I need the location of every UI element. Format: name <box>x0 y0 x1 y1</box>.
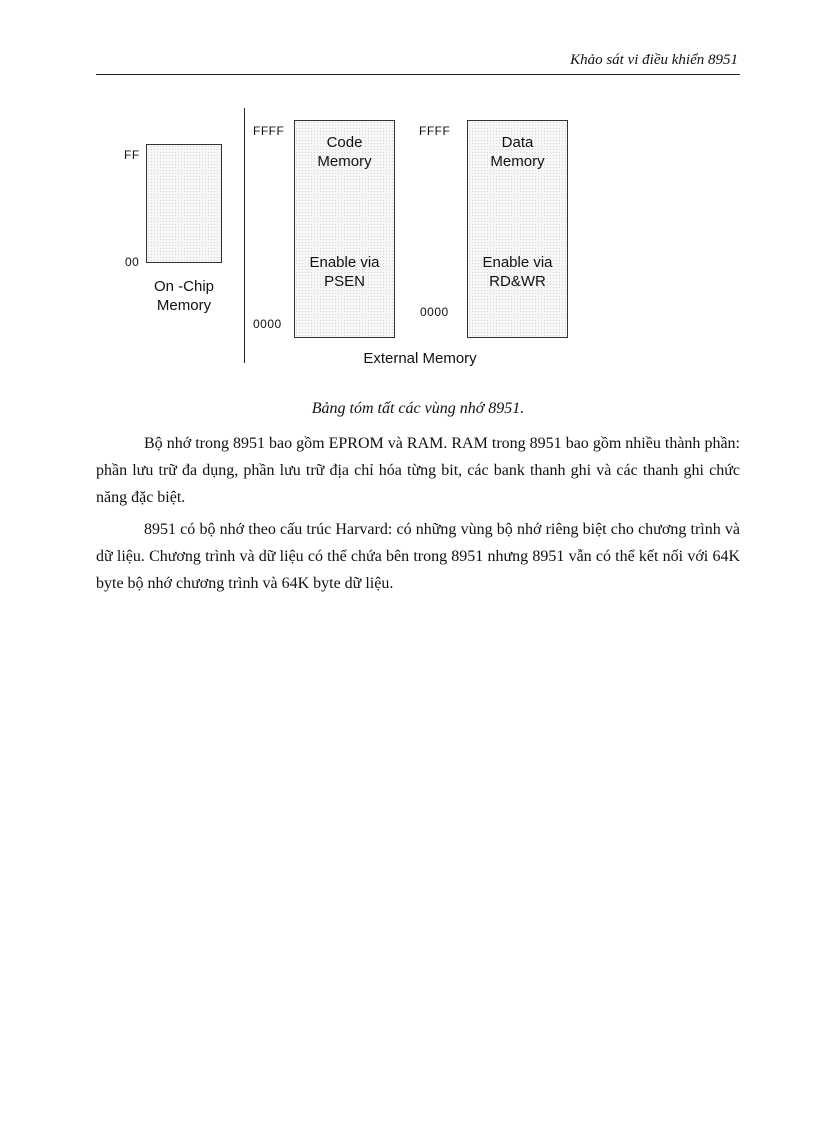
memory-map-diagram <box>0 0 816 400</box>
onchip-memory-label <box>134 277 234 315</box>
data-title-line1: Data <box>501 134 534 151</box>
external-memory-label: External Memory <box>363 350 477 367</box>
figure-caption: Bảng tóm tất các vùng nhớ 8951. <box>311 400 525 417</box>
divider-line <box>244 108 245 363</box>
onchip-memory-block <box>146 144 222 263</box>
paragraph-1: Bộ nhớ trong 8951 bao gồm EPROM và RAM. RAM trong 8951 bao gồm nhiều thành phần: phần lưu trữ đa dụng, phần lưu trữ địa chỉ hóa từng bit, các bank thanh ghi và các thanh ghi chức năng đặc biệt. <box>96 435 740 506</box>
onchip-label-line1: On -Chip <box>153 278 215 295</box>
header-title: Khảo sát vi điều khiển 8951 <box>570 52 738 68</box>
data-memory-title <box>467 133 568 171</box>
code-title-line2: Memory <box>317 153 372 170</box>
code-title-line1: Code <box>326 134 363 151</box>
code-enable-line1: Enable via <box>309 254 380 271</box>
data-title-line2: Memory <box>490 153 545 170</box>
onchip-label-line2: Memory <box>156 297 212 314</box>
onchip-bottom-address: 00 <box>125 255 140 269</box>
data-top-address: FFFF <box>419 124 451 138</box>
code-memory-title <box>294 133 395 171</box>
paragraph-2: 8951 có bộ nhớ theo cấu trúc Harvard: có những vùng bộ nhớ riêng biệt cho chương trình và dữ liệu. Chương trình và dữ liệu có thể chứa bên trong 8951 nhưng 8951 vẫn có thể kết nối với 64K byte bộ nhớ chương trình và 64K byte dữ liệu. <box>96 521 740 592</box>
data-enable-line1: Enable via <box>482 254 553 271</box>
code-enable-label <box>290 253 399 291</box>
code-enable-line2: PSEN <box>324 273 365 290</box>
data-enable-label <box>463 253 572 291</box>
onchip-top-address: FF <box>124 148 140 162</box>
code-bottom-address: 0000 <box>253 317 282 331</box>
data-enable-line2: RD&WR <box>489 273 546 290</box>
code-top-address: FFFF <box>253 124 285 138</box>
data-bottom-address: 0000 <box>420 305 449 319</box>
